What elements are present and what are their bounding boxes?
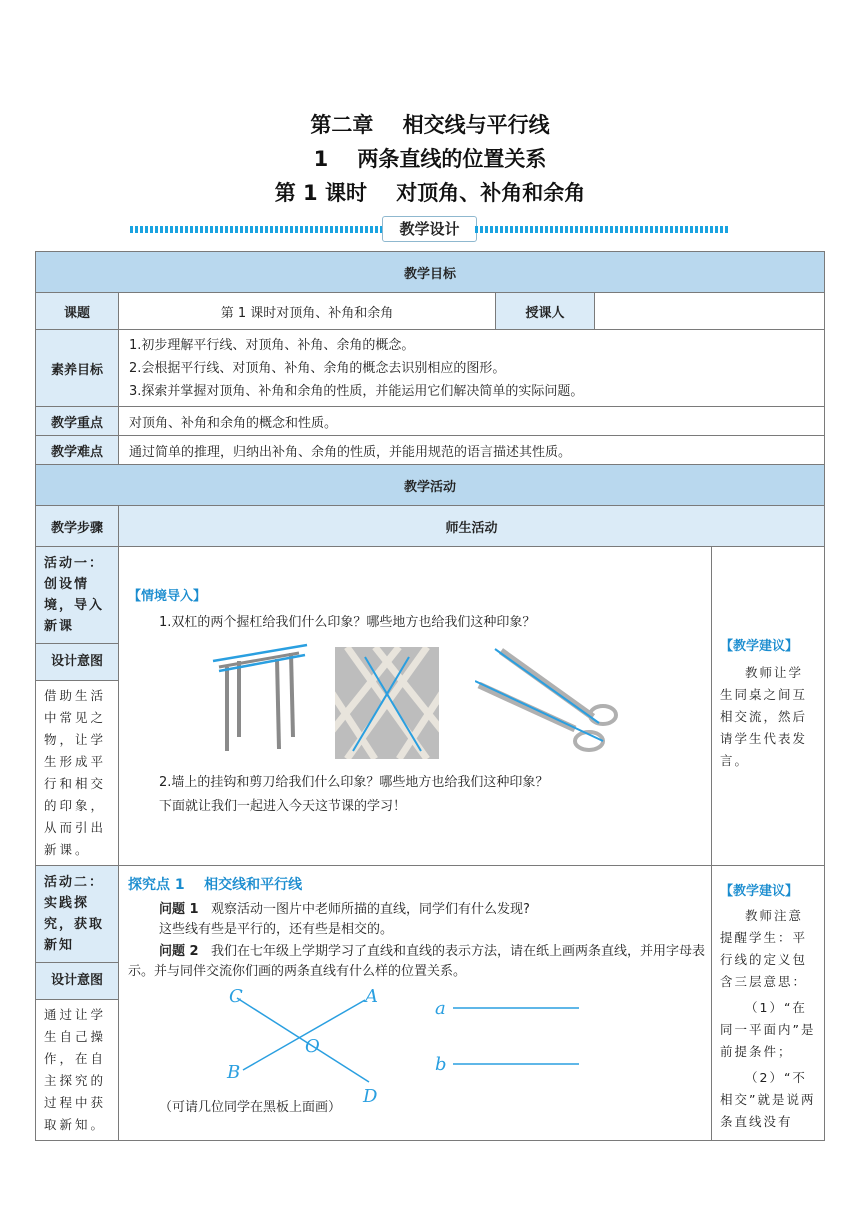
point-heading: 探究点 1 相交线和平行线 xyxy=(128,877,303,893)
question-1: 1.双杠的两个握杠给我们什么印象？哪些地方也给我们这种印象？ xyxy=(159,615,536,630)
activity2-steps xyxy=(36,866,119,1141)
literacy-label: 素养目标 xyxy=(36,330,119,407)
key-label: 教学重点 xyxy=(36,407,119,436)
label-o: O xyxy=(305,1036,320,1057)
intro-heading: 【情境导入】 xyxy=(128,589,207,604)
activity2-suggestion-heading: 【教学建议】 xyxy=(720,884,799,899)
activity1-suggestion-text: 教师让学生同桌之间互相交流，然后请学生代表发言。 xyxy=(720,665,808,768)
line-cd xyxy=(237,998,369,1082)
activity1-design-text: 借助生活中常见之物，让学生形成平行和相交的印象，从而引出新课。 xyxy=(36,681,118,865)
problem-1-answer: 这些线有些是平行的，还有些是相交的。 xyxy=(159,922,394,937)
section-title: 1 两条直线的位置关系 xyxy=(313,147,547,171)
question-3: 下面就让我们一起进入今天这节课的学习！ xyxy=(159,799,407,814)
teacher-value xyxy=(595,293,825,330)
activity2-content xyxy=(119,866,712,1141)
banner-label: 教学设计 xyxy=(382,216,477,242)
banner-stripe-right xyxy=(475,226,730,233)
activity1-title: 活动一：创设情境，导入新课 xyxy=(44,556,105,634)
activity2-suggestion-line-1: 教师注意提醒学生：平行线的定义包含三层意思： xyxy=(720,908,808,989)
steps-label: 教学步骤 xyxy=(36,506,119,547)
problem-2-label: 问题 2 xyxy=(159,944,199,959)
label-d: D xyxy=(363,1086,378,1106)
teacher-student-label: 师生活动 xyxy=(119,506,825,547)
diagram-caption: （可请几位同学在黑板上面画） xyxy=(159,1100,342,1115)
activity1-suggestion xyxy=(712,547,825,866)
banner-stripe-left xyxy=(130,226,382,233)
lines-diagram xyxy=(219,986,619,1106)
activity1-suggestion-heading: 【教学建议】 xyxy=(720,639,799,654)
activity2-suggestion xyxy=(712,866,825,1141)
activity1-steps xyxy=(36,547,119,866)
scissors-image xyxy=(475,645,625,755)
label-a: A xyxy=(365,986,378,1007)
problem-1 xyxy=(159,900,530,920)
lesson-title: 第 1 课时 对顶角、补角和余角 xyxy=(274,181,586,205)
label-line-b: b xyxy=(435,1054,447,1075)
literacy-goal-3: 3.探索并掌握对顶角、补角和余角的性质，并能运用它们解决简单的实际问题。 xyxy=(129,383,584,399)
label-b: B xyxy=(227,1062,241,1083)
activities-header: 教学活动 xyxy=(36,465,825,506)
activity2-title: 活动二：实践探究，获取新知 xyxy=(44,875,105,953)
goals-header: 教学目标 xyxy=(36,252,825,293)
lesson-plan-table xyxy=(35,251,825,1141)
wall-hook-image xyxy=(335,647,439,759)
teaching-design-banner xyxy=(130,214,730,242)
problem-2 xyxy=(128,942,708,982)
activity1-content xyxy=(119,547,712,866)
literacy-goal-1: 1.初步理解平行线、对顶角、补角、余角的概念。 xyxy=(129,337,415,353)
parallel-bars-image xyxy=(199,641,319,761)
literacy-goals xyxy=(119,330,825,407)
literacy-goal-2: 2.会根据平行线、对顶角、补角、余角的概念去识别相应的图形。 xyxy=(129,360,506,376)
difficulty-label: 教学难点 xyxy=(36,436,119,465)
activity2-design-text: 通过让学生自己操作，在自主探究的过程中获取新知。 xyxy=(36,1000,118,1140)
activity2-suggestion-line-3: （2）“不相交”就是说两条直线没有 xyxy=(720,1070,816,1129)
chapter-title: 第二章 相交线与平行线 xyxy=(310,113,550,137)
topic-label: 课题 xyxy=(36,293,119,330)
activity2-suggestion-line-2: （1）“在同一平面内”是前提条件； xyxy=(720,1000,816,1059)
activity1-design-label: 设计意图 xyxy=(36,644,118,681)
label-line-a: a xyxy=(435,998,446,1019)
label-c: C xyxy=(229,986,243,1007)
topic-value: 第 1 课时对顶角、补角和余角 xyxy=(119,293,496,330)
problem-2-text: 我们在七年级上学期学习了直线和直线的表示方法，请在纸上画两条直线，并用字母表示。并与同伴交流你们画的两条直线有什么样的位置关系。 xyxy=(128,944,705,979)
line-ab xyxy=(243,1000,365,1070)
question-2: 2.墙上的挂钩和剪刀给我们什么印象？哪些地方也给我们这种印象？ xyxy=(159,775,549,790)
activity2-design-label: 设计意图 xyxy=(36,963,118,1000)
key-value: 对顶角、补角和余角的概念和性质。 xyxy=(119,407,825,436)
difficulty-value: 通过简单的推理，归纳出补角、余角的性质，并能用规范的语言描述其性质。 xyxy=(119,436,825,465)
teacher-label: 授课人 xyxy=(496,293,595,330)
problem-1-label: 问题 1 xyxy=(159,902,199,917)
title-block xyxy=(0,108,860,210)
problem-1-text: 观察活动一图片中老师所描的直线，同学们有什么发现? xyxy=(210,902,530,917)
